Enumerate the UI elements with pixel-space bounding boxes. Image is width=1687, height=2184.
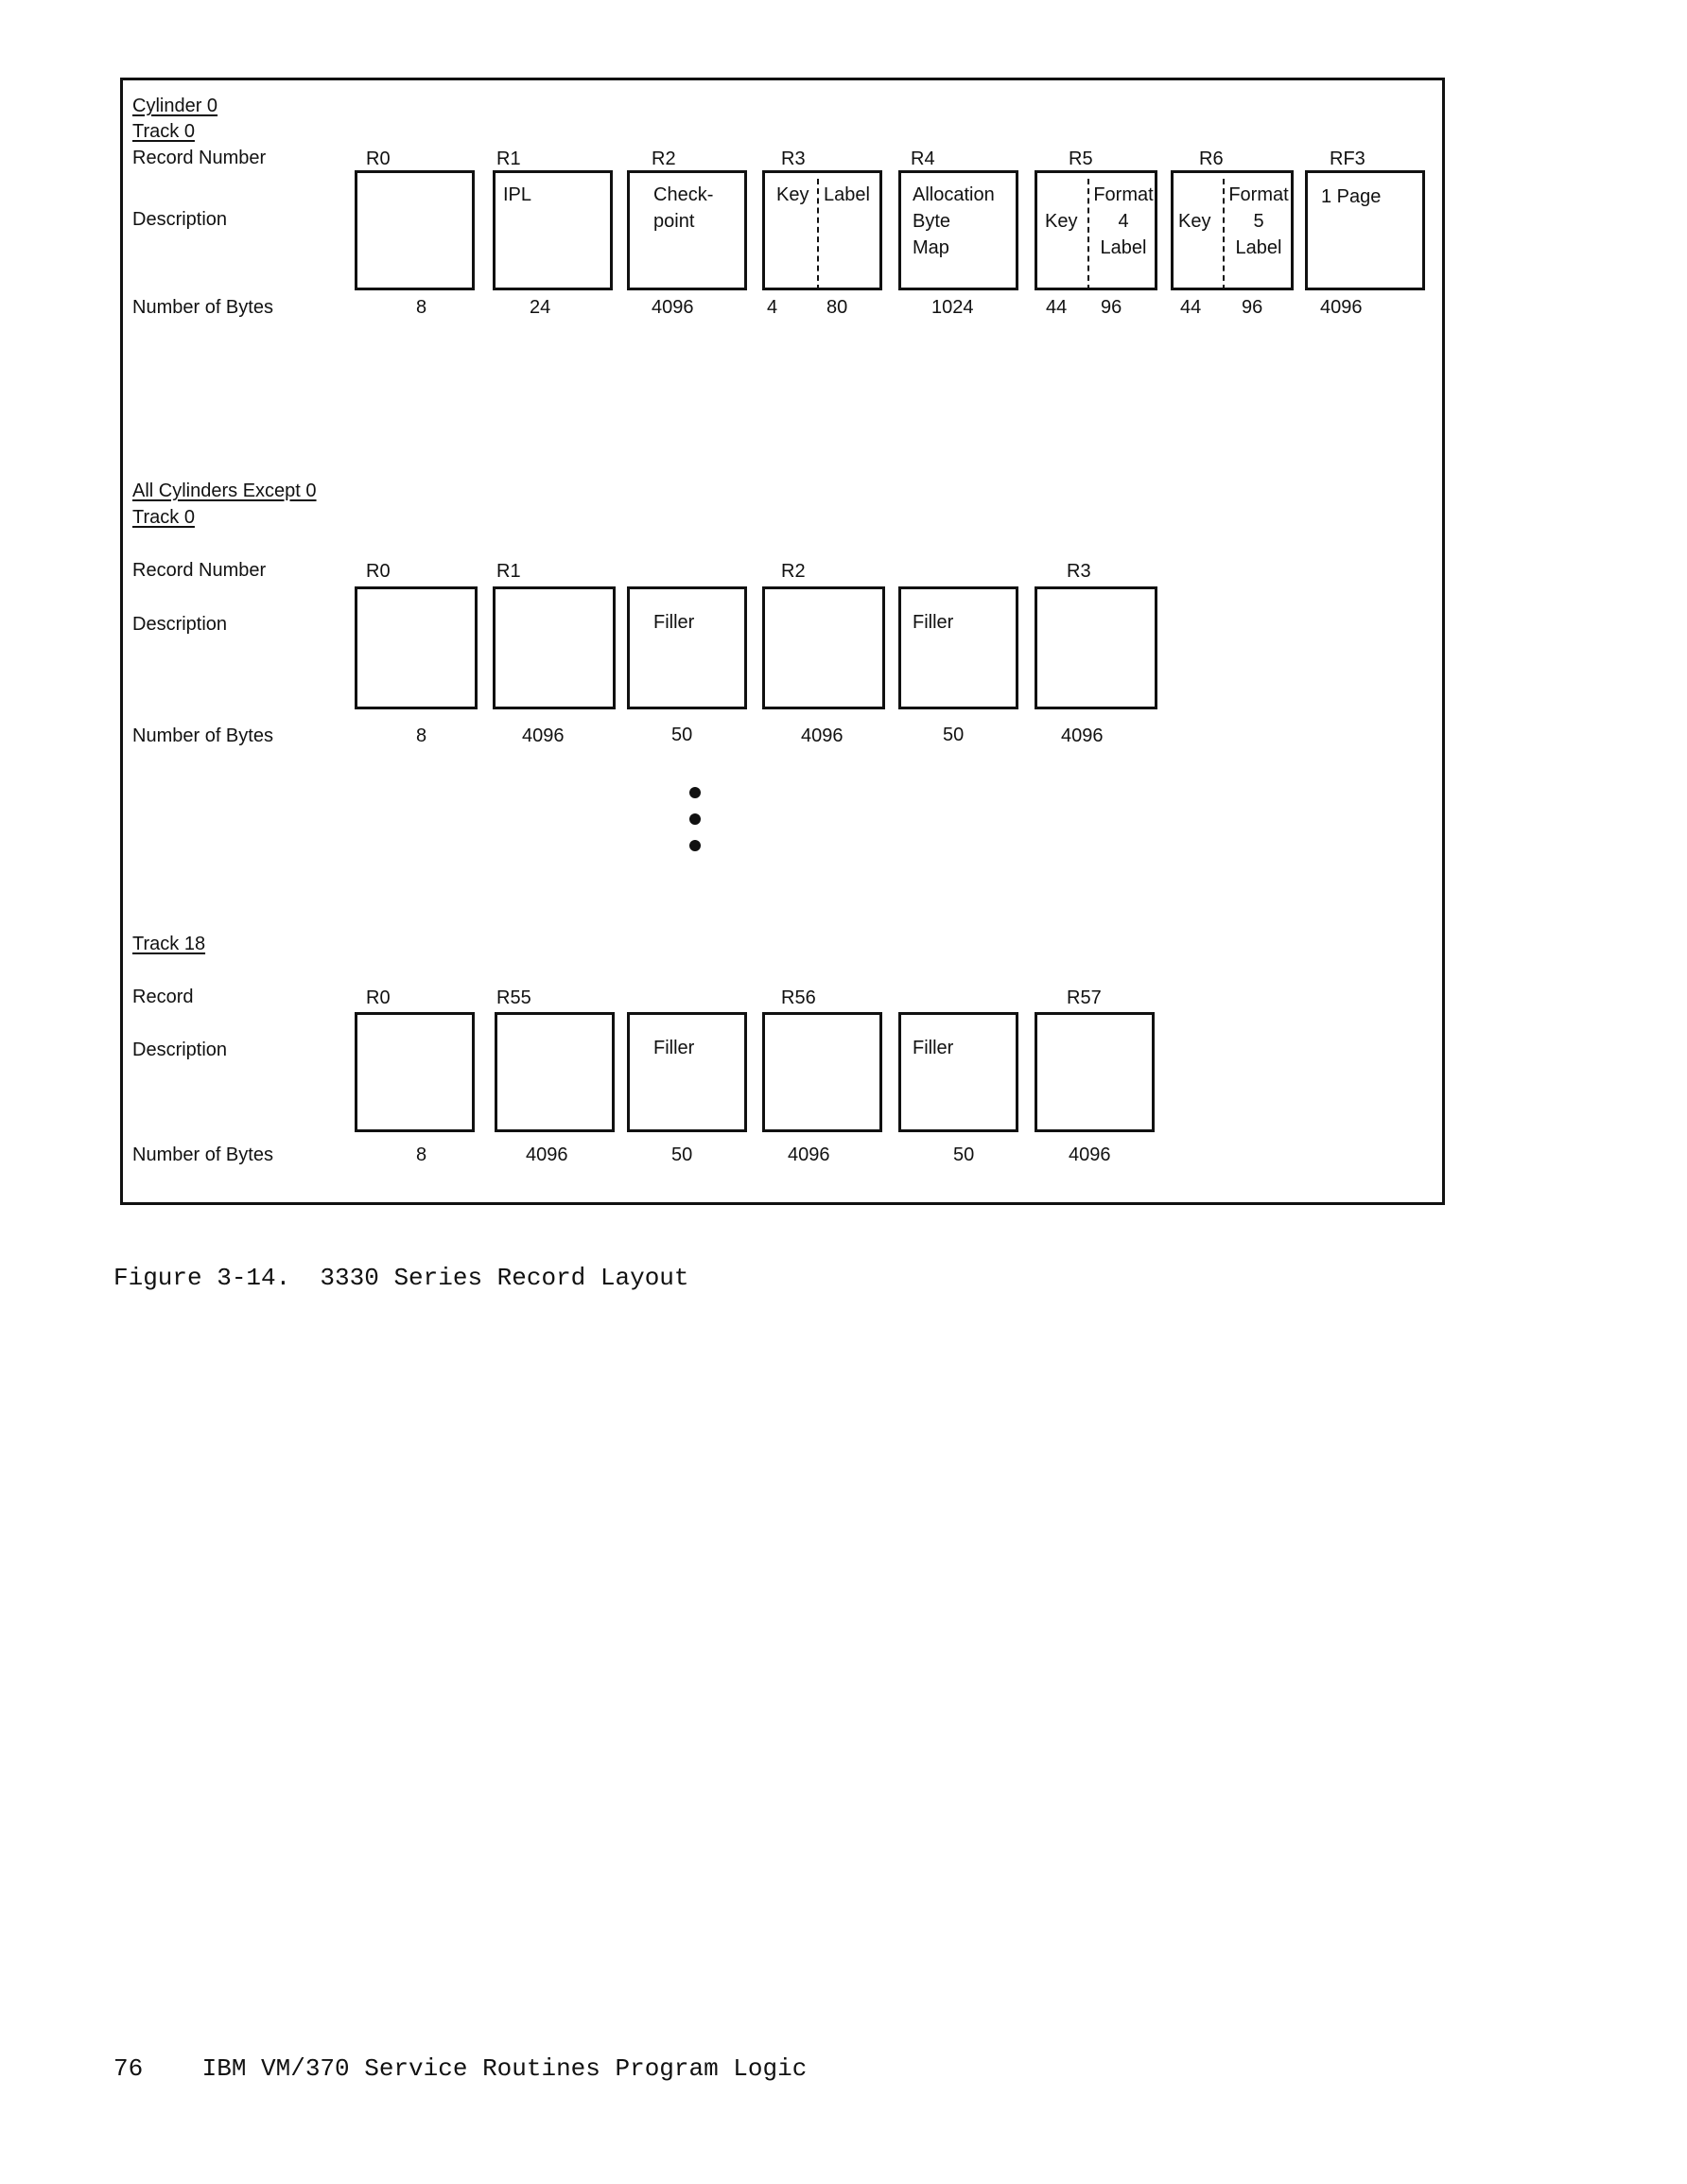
section3-bytes-label: Number of Bytes [132, 1144, 273, 1165]
section2-record-box-r0 [355, 586, 478, 709]
section2-bytes-label: Number of Bytes [132, 725, 273, 746]
section1-record-box-r6 [1171, 170, 1294, 290]
section1-r5-desc-line3: Label [1100, 237, 1147, 258]
section1-r2-desc-line2: point [653, 211, 695, 232]
section1-record-r1: R1 [496, 149, 521, 169]
section1-r6-key: Key [1178, 211, 1211, 232]
section3-filler-box-2 [898, 1012, 1018, 1132]
section2-record-r2: R2 [781, 561, 806, 582]
section2-filler-label-1: Filler [653, 612, 695, 633]
ellipsis-dot-1 [689, 787, 701, 798]
section1-record-r4: R4 [911, 149, 935, 169]
section1-bytes-r0: 8 [416, 297, 427, 318]
section1-bytes-r4: 1024 [931, 297, 974, 318]
section2-record-box-r3 [1035, 586, 1157, 709]
section1-bytes-label: Number of Bytes [132, 297, 273, 318]
section1-r4-desc-line1: Allocation [913, 184, 995, 205]
section2-filler-box-1 [627, 586, 747, 709]
section1-record-r3: R3 [781, 149, 806, 169]
section1-record-box-r5 [1035, 170, 1157, 290]
section2-bytes-filler-2: 50 [943, 725, 965, 745]
section1-record-box-r4 [898, 170, 1018, 290]
section1-record-box-r1 [493, 170, 613, 290]
section1-bytes-r3-data: 80 [826, 297, 848, 318]
section1-r4-desc-line3: Map [913, 237, 949, 258]
section1-bytes-rf3: 4096 [1320, 297, 1363, 318]
section1-r3-label: Label [824, 184, 870, 205]
section1-record-r2: R2 [652, 149, 676, 169]
section1-record-r6: R6 [1199, 149, 1224, 169]
section1-bytes-r2: 4096 [652, 297, 694, 318]
section1-r1-desc: IPL [503, 184, 532, 205]
section1-r3-divider [817, 179, 819, 290]
section3-record-box-r56 [762, 1012, 882, 1132]
ellipsis-dot-3 [689, 840, 701, 851]
section1-bytes-r5-key: 44 [1046, 297, 1068, 318]
section2-bytes-filler-1: 50 [671, 725, 693, 745]
section3-bytes-r0: 8 [416, 1144, 427, 1165]
section3-bytes-r56: 4096 [788, 1144, 830, 1165]
section3-filler-box-1 [627, 1012, 747, 1132]
section2-bytes-r2: 4096 [801, 725, 844, 746]
section3-bytes-r57: 4096 [1069, 1144, 1111, 1165]
section1-rf3-desc: 1 Page [1321, 186, 1382, 207]
section2-record-box-r2 [762, 586, 885, 709]
section2-bytes-r3: 4096 [1061, 725, 1104, 746]
section1-bytes-r6-data: 96 [1242, 297, 1263, 318]
section1-r3-key: Key [776, 184, 809, 205]
section3-bytes-r55: 4096 [526, 1144, 568, 1165]
section3-record-box-r55 [495, 1012, 615, 1132]
section1-record-rf3: RF3 [1330, 149, 1365, 169]
section1-description-label: Description [132, 209, 228, 230]
section2-description-label: Description [132, 614, 228, 635]
section1-r6-desc-line2: 5 [1253, 211, 1264, 232]
section1-bytes-r6-key: 44 [1180, 297, 1202, 318]
ellipsis-dot-2 [689, 813, 701, 825]
section2-bytes-r0: 8 [416, 725, 427, 746]
section2-record-r1: R1 [496, 561, 521, 582]
section2-record-r0: R0 [366, 561, 391, 582]
section3-title-track: Track 18 [132, 934, 206, 954]
section1-r5-desc-line1: Format [1093, 184, 1154, 205]
section1-r5-desc-line2: 4 [1118, 211, 1129, 232]
section3-filler-label-1: Filler [653, 1038, 695, 1058]
section3-record-r0: R0 [366, 987, 391, 1008]
section1-record-number-label: Record Number [132, 148, 267, 168]
section3-description-label: Description [132, 1040, 228, 1060]
figure-caption: Figure 3-14. 3330 Series Record Layout [113, 1264, 689, 1292]
page-footer: 76 IBM VM/370 Service Routines Program Logic [113, 2054, 808, 2083]
section3-record-label: Record [132, 987, 194, 1007]
section1-record-box-rf3 [1305, 170, 1425, 290]
section1-r5-divider [1087, 179, 1089, 290]
section3-record-r55: R55 [496, 987, 531, 1008]
section1-record-r0: R0 [366, 149, 391, 169]
section1-r6-desc-line3: Label [1235, 237, 1282, 258]
section1-r6-desc-line1: Format [1228, 184, 1289, 205]
section1-r4-desc-line2: Byte [913, 211, 951, 232]
section3-record-box-r57 [1035, 1012, 1155, 1132]
section1-bytes-r3-key: 4 [767, 297, 778, 318]
section2-record-r3: R3 [1067, 561, 1091, 582]
section1-record-r5: R5 [1069, 149, 1093, 169]
section3-record-r56: R56 [781, 987, 816, 1008]
section3-record-box-r0 [355, 1012, 475, 1132]
section2-bytes-r1: 4096 [522, 725, 565, 746]
section1-bytes-r5-data: 96 [1101, 297, 1122, 318]
section1-title-track: Track 0 [132, 121, 195, 142]
section1-record-box-r0 [355, 170, 475, 290]
section1-r2-desc-line1: Check- [653, 184, 714, 205]
section1-r6-divider [1223, 179, 1225, 290]
section1-bytes-r1: 24 [530, 297, 551, 318]
section1-r5-key: Key [1045, 211, 1078, 232]
section2-filler-label-2: Filler [913, 612, 954, 633]
section1-title-cylinder: Cylinder 0 [132, 96, 218, 116]
section1-record-box-r3 [762, 170, 882, 290]
section2-record-box-r1 [493, 586, 616, 709]
section2-title-cylinders: All Cylinders Except 0 [132, 480, 317, 501]
section3-bytes-filler-1: 50 [671, 1144, 693, 1165]
section3-bytes-filler-2: 50 [953, 1144, 975, 1165]
section3-filler-label-2: Filler [913, 1038, 954, 1058]
section2-record-number-label: Record Number [132, 560, 267, 581]
section2-filler-box-2 [898, 586, 1018, 709]
section1-record-box-r2 [627, 170, 747, 290]
section3-record-r57: R57 [1067, 987, 1102, 1008]
section2-title-track: Track 0 [132, 507, 195, 528]
